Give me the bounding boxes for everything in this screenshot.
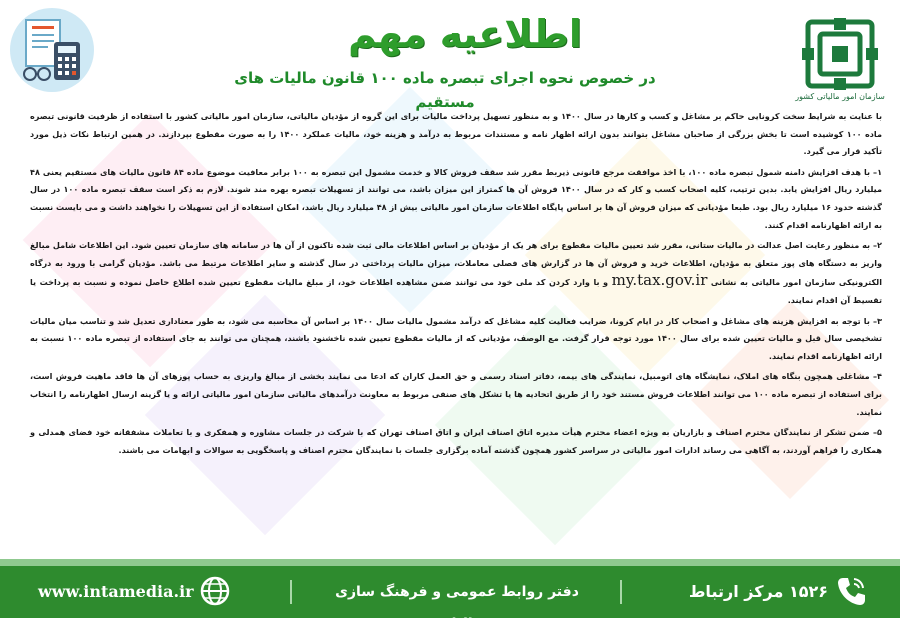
- documents-calculator-icon: [8, 6, 96, 94]
- item-5: ۵– ضمن تشکر از نمایندگان محترم اصناف و بازاریان به ویژه اعضاء محترم هیأت مدیره اتاق اصناف ایران و اتاق اصناف تهران که با شرکت در جلسات مشاوره و همفکری و با تعاملات مشفقانه خود فضای همدلی و همکاری را فراهم آوردند، به آگاهی می رساند ادارات امور مالیاتی در سراسر کشور همچون گذشته آماده برگزاری جلسات با نمایندگان محترم اصناف و پاسخگویی به سوالات و ابهامات می باشند.: [30, 427, 882, 455]
- globe-icon: [198, 574, 232, 608]
- website-link[interactable]: www.intamedia.ir: [38, 582, 194, 601]
- item-2-text-after: و با وارد کردن کد ملی خود می توانند ضمن مشاهده اطلاعات خود، از مبلغ مالیات مقطوع تعیین شده اطلاع حاصل نموده و نسبت به پرداخت یا تقسیط آن اقدام نمایند.: [30, 277, 882, 305]
- item-4: ۴– مشاغلی همچون بنگاه های املاک، نمایشگاه های اتومبیل، نمایندگی های بیمه، دفاتر اسناد رسمی و حق العمل کاران که ادعا می نمایند بخشی از مبالغ واریزی به حساب پوزهای آن ها فاقد ماهیت فروش است، برای استفاده از تبصره ماده ۱۰۰ می توانند اطلاعات فروش مستند خود را از طریق اتحادیه ها یا تشکل های صنفی مربوط به معاونت درآمدهای مالیاتی سازمان امور مالیاتی ارائه و یا گزینه ارسال اظهارنامه را انتخاب نمایند.: [30, 371, 882, 417]
- tax-organization-logo: [794, 12, 886, 98]
- item-2: [30, 237, 882, 309]
- public-contact-center: ۱۵۲۶ مرکز ارتباط مردمی: [688, 582, 828, 633]
- public-relations-office: دفتر روابط عمومی و فرهنگ سازی مالیاتی: [335, 584, 579, 632]
- page-subtitle: در خصوص نحوه اجرای تبصره ماده ۱۰۰ قانون مالیات های مستقیم: [234, 69, 656, 111]
- item-1: ۱– با هدف افزایش دامنه شمول تبصره ماده ۱۰۰، با اخذ موافقت مرجع قانونی ذیربط مقرر شد سقف فروش کالا و خدمت مشمول این تبصره به ۱۰۰ برابر معافیت موضوع ماده ۸۴ قانون مالیات های مستقیم یعنی ۴۸ میلیارد ریال افزایش یابد. بدین ترتیب، کلیه اصحاب کسب و کار که در سال ۱۴۰۰ فروش آن ها کمتراز این میزان باشد، می توانند از تسهیلات تبصره بهره مند شوند. لازم به ذکر است سقف تبصره ماده ۱۰۰ در سال گذشته حدود ۱۶ میلیارد ریال بود. طبعا مؤدیانی که میزان فروش آن ها بر اساس پایگاه اطلاعات سازمان امور مالیاتی بیش از ۴۸ میلیارد ریال باشد، امکان استفاده از این تسهیلات را نخواهند داشت و می بایست نسبت به ارائه اظهارنامه اقدام کنند.: [30, 166, 883, 230]
- tax-portal-link[interactable]: my.tax.gov.ir: [611, 271, 708, 290]
- page-title: اطلاعیه مهم: [348, 12, 582, 56]
- announcement-body: [30, 108, 882, 556]
- phone-icon: [834, 574, 868, 608]
- header: [0, 0, 900, 111]
- footer: [0, 566, 900, 633]
- intro-paragraph: با عنایت به شرایط سخت کرونایی حاکم بر مشاغل و کسب و کارها در سال ۱۴۰۰ و به منظور تسهیل پرداخت مالیات برای این گروه از مؤدیان مالیاتی، سازمان امور مالیاتی کشور با استفاده از ظرفیت قانونی تبصره ماده ۱۰۰ کوشیده است تا بخش بزرگی از صاحبان مشاغل بتوانند بدون ارائه اظهار نامه و مستندات مربوط به درآمد و هزینه خود، مالیات عملکرد ۱۴۰۰ را به صورت مقطوع بپردازند. در همین ارتباط نکات ذیل مورد تأکید قرار می گیرد.: [30, 111, 882, 157]
- logo-caption: سازمان امور مالیاتی کشور: [795, 92, 885, 101]
- footer-divider: [290, 580, 292, 604]
- footer-divider: [620, 580, 622, 604]
- item-2-text-before: ۲– به منظور رعایت اصل عدالت در مالیات ستانی، مقرر شد تعیین مالیات مقطوع برای هر یک از مؤدیان بر اساس اطلاعات مالی ثبت شده تاکنون از آن ها در سامانه های سازمان تعیین شود. این اطلاعات شامل مبالغ واریز به دستگاه های پوز متعلق به مؤدیان، اطلاعات خرید و فروش آن ها در گزارش های فصلی معاملات، میزان مالیات پرداختی در سال گذشته و سایر اطلاعات مرتبط می باشد. مؤدیان گرامی با ورود به درگاه الکترونیکی سازمان امور مالیاتی به نشانی: [30, 240, 882, 288]
- item-3: ۳– با توجه به افزایش هزینه های مشاغل و اصحاب کار در ایام کرونا، ضرایب فعالیت کلیه مشاغل که درآمد مشمول مالیات سال ۱۴۰۰ بر اساس آن محاسبه می شود، به طور معناداری تعدیل شد و تناسب میان مالیات تشخیصی سال قبل و مالیات تعیین شده برای سال ۱۴۰۰ مورد توجه قرار گرفت. مع الوصف، مؤدیانی که از مالیات مقطوع تعیین شده ناخشنود باشند، همچنان می توانند به جای استفاده از تبصره ماده ۱۰۰ نسبت به ارائه اظهارنامه اقدام نمایند.: [30, 315, 882, 361]
- footer-accent-strip: [0, 559, 900, 566]
